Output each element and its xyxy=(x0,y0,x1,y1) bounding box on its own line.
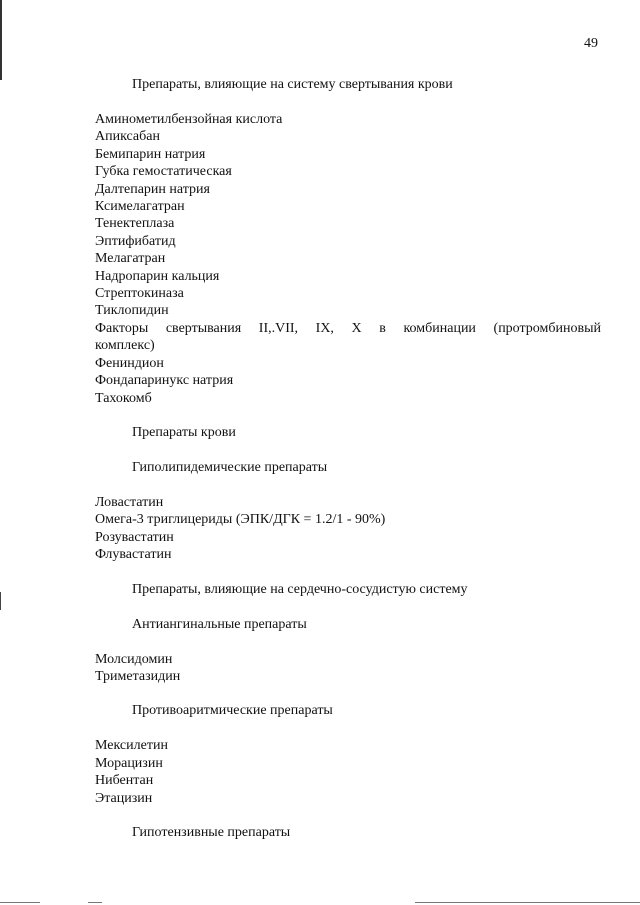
section-heading: Противоаритмические препараты xyxy=(132,703,333,719)
list-item: Апиксабан xyxy=(95,129,160,145)
list-item: Флувастатин xyxy=(95,547,172,563)
drug-list xyxy=(95,737,601,807)
list-item: Далтепарин натрия xyxy=(95,181,210,197)
list-item: Аминометилбензойная кислота xyxy=(95,112,283,127)
list-item: Факторы свертывания II,.VII, IX, X в комбинации (протромбиновый xyxy=(95,320,601,336)
section-antianginal xyxy=(95,616,601,686)
section-coagulation xyxy=(95,76,601,407)
section-antihypertensive xyxy=(95,824,601,842)
scan-edge-mark xyxy=(0,0,2,80)
list-item: Тиклопидин xyxy=(95,303,169,319)
list-item: Эптифибатид xyxy=(95,233,176,249)
drug-list xyxy=(95,651,601,686)
list-item: Морацизин xyxy=(95,755,163,771)
list-item: Надропарин кальция xyxy=(95,268,220,284)
list-item: Нибентан xyxy=(95,773,154,789)
list-item: Бемипарин натрия xyxy=(95,146,206,162)
scan-edge-mark xyxy=(0,592,1,610)
list-item: Тахокомб xyxy=(95,390,152,406)
list-item: Розувастатин xyxy=(95,529,174,545)
list-item: Фондапаринукс натрия xyxy=(95,373,234,389)
list-item: Стрептокиназа xyxy=(95,286,184,302)
list-item: Тенектеплаза xyxy=(95,216,175,232)
section-blood-products xyxy=(95,424,601,442)
section-heading: Препараты крови xyxy=(132,424,236,440)
list-item: Триметазидин xyxy=(95,668,181,684)
list-item: Молсидомин xyxy=(95,651,173,667)
page-number: 49 xyxy=(584,36,598,51)
list-item: Омега-3 триглицериды (ЭПК/ДГК = 1.2/1 - 90%) xyxy=(95,512,386,528)
section-heading: Гипотензивные препараты xyxy=(132,824,291,840)
list-item: Ловастатин xyxy=(95,494,164,510)
scan-edge-mark xyxy=(88,902,102,903)
document-body xyxy=(95,76,601,859)
list-item: Фениндион xyxy=(95,355,164,371)
section-cardiovascular xyxy=(95,581,601,599)
section-heading: Гиполипидемические препараты xyxy=(132,459,328,475)
scan-edge-mark xyxy=(0,902,40,903)
section-heading: Антиангинальные препараты xyxy=(132,616,307,632)
section-hypolipidemic xyxy=(95,459,601,564)
list-item: Этацизин xyxy=(95,790,153,806)
section-heading: Препараты, влияющие на систему свертывания крови xyxy=(132,77,453,92)
list-item: Ксимелагатран xyxy=(95,199,185,215)
scan-edge-mark xyxy=(415,902,640,903)
drug-list xyxy=(95,494,601,564)
list-item: Мелагатран xyxy=(95,251,166,267)
section-antiarrhythmic xyxy=(95,702,601,807)
list-item: Мексилетин xyxy=(95,738,168,754)
section-heading: Препараты, влияющие на сердечно-сосудистую систему xyxy=(132,581,468,597)
list-item-continuation: комплекс) xyxy=(95,338,155,354)
list-item: Губка гемостатическая xyxy=(95,164,232,180)
drug-list xyxy=(95,111,601,407)
